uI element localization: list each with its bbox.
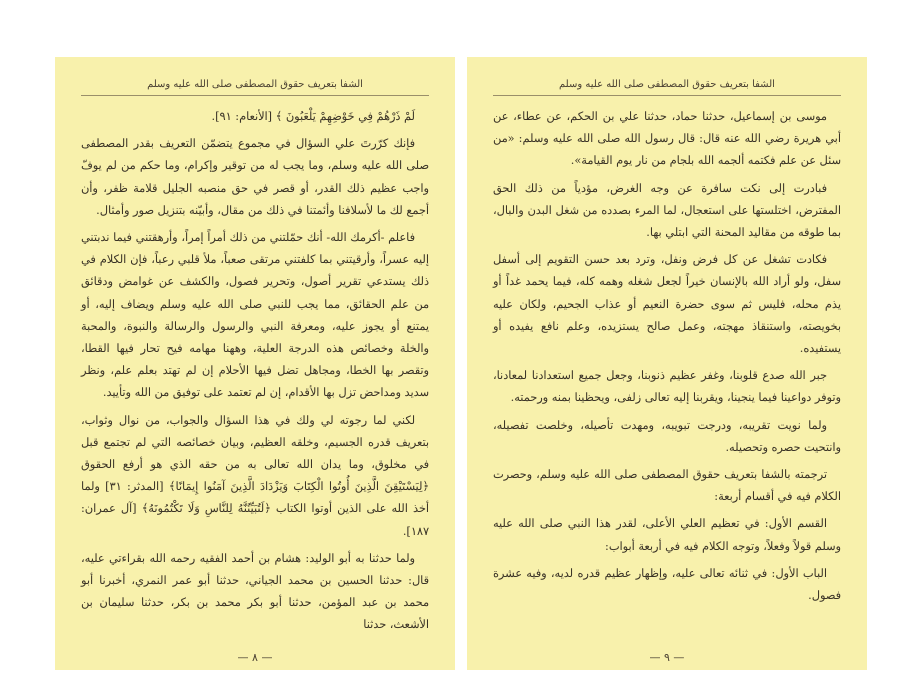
- right-page-header: الشفا بتعريف حقوق المصطفى صلى الله عليه وسلم: [493, 79, 841, 96]
- left-paragraph-3: فاعلم -أكرمك الله- أنك حمّلتني من ذلك أمراً إمراً، وأرهقتني فيما ندبتني إليه عسراً، وأرقيتني بما كلفتني مرتقى صعباً، ملأ قلبي رعباً، فإن الكلام في ذلك يستدعي تقرير أصول، وتحرير فصول، والكشف عن غوامض ودقائق من علم الحقائق، مما يجب للنبي صلى الله عليه وسلم ويضاف إليه، أو يمتنع أو يجوز عليه، ومعرفة النبي والرسول والرسالة والنبوة، والمحبة والخلة وخصائص هذه الدرجة العلية، وههنا مهامه فيح تحار فيها القطا، وتقصر بها الخطا، ومجاهل تضل فيها الأحلام إن لم تهتد بعلم علم، ونظر سديد ومداحض تزل بها الأقدام، إن لم تعتمد على توفيق من الله وتأييد.: [81, 231, 430, 400]
- right-page: [467, 57, 867, 670]
- book-spread: [55, 57, 867, 670]
- left-page-header: الشفا بتعريف حقوق المصطفى صلى الله عليه وسلم: [81, 79, 429, 96]
- right-paragraph-3: فكادت تشغل عن كل فرض ونفل، وترد بعد حسن التقويم إلى أسفل سفل، ولو أراد الله بالإنسان خيراً لجعل شغله وهمه كله، فيما يحمد غداً أو يذم محله، فليس ثم سوى حضرة النعيم أو عذاب الجحيم، ولكان عليه بخويصته، واستنقاذ مهجته، وعمل صالح يستزيده، وعلم نافع يفيده أو يستفيده.: [492, 253, 841, 356]
- right-paragraph-8: الباب الأول: في ثنائه تعالى عليه، وإظهار عظيم قدره لديه، وفيه عشرة فصول.: [492, 566, 841, 603]
- left-paragraph-4: لكني لما رجوته لي ولك في هذا السؤال والجواب، من نوال وثواب، بتعريف قدره الجسيم، وخلقه العظيم، وبيان خصائصه التي لم تجتمع قبل في مخلوق، وما يدان الله تعالى به من حقه الذي هو أرفع الحقوق ﴿لِيَسْتَيْقِنَ الَّذِينَ أُوتُوا الْكِتَابَ وَيَزْدَادَ الَّذِينَ آمَنُوا إِيمَانًا﴾ [المدثر: ٣١] ولما أخذ الله على الذين أوتوا الكتاب ﴿لَتُبَيِّنُنَّهُ لِلنَّاسِ وَلَا تَكْتُمُونَهُ﴾ [آل عمران: ١٨٧].: [81, 413, 430, 538]
- left-page: [55, 57, 455, 670]
- page-gutter: [459, 57, 463, 670]
- left-paragraph-1: لَمْ ذَرْهُمْ فِي خَوْضِهِمْ يَلْعَبُونَ ﴾ [الأنعام: ٩١].: [211, 110, 416, 123]
- right-paragraph-2: فبادرت إلى نكت سافرة عن وجه الغرض، مؤدياً من ذلك الحق المفترض، اختلستها على استعجال، لما المرء بصدده من شغل البدن والبال، بما طوقه من مقاليد المحنة التي ابتلي بها.: [492, 181, 841, 240]
- left-paragraph-2: فإنك كرّرتَ علي السؤال في مجموع يتضمّن التعريف بقدر المصطفى صلى الله عليه وسلم، وما يجب له من توقير وإكرام، وما حكم من لم يوفّ واجب عظيم ذلك القدر، أو قصر في حق منصبه الجليل قلامة ظفر، وأن أجمع لك ما لأسلافنا وأئمتنا في ذلك من مقال، وأبيّنه بتنزيل صور وأمثال.: [81, 137, 430, 217]
- right-paragraph-5: ولما نويت تقريبه، ودرجت تبويبه، ومهدت تأصيله، وخلصت تفصيله، وانتحيت حصره وتحصيله.: [492, 418, 841, 454]
- right-paragraph-6: ترجمته بالشفا بتعريف حقوق المصطفى صلى الله عليه وسلم، وحصرت الكلام فيه في أقسام أربعة:: [492, 468, 841, 504]
- left-page-number: — ٨ —: [237, 651, 273, 664]
- right-paragraph-7: القسم الأول: في تعظيم العلي الأعلى، لقدر هذا النبي صلى الله عليه وسلم قولاً وفعلاً، وتوجه الكلام فيه في أربعة أبواب:: [492, 517, 841, 553]
- left-paragraph-5: ولما حدثنا به أبو الوليد: هشام بن أحمد الفقيه رحمه الله بقراءتي عليه، قال: حدثنا الحسين بن محمد الجياني، حدثنا أبو عمر النمري، أخبرنا أبو محمد بن عبد المؤمن، حدثنا أبو بكر محمد بن بكر، حدثنا سليمان بن الأشعث، حدثنا: [81, 551, 430, 632]
- right-paragraph-1: موسى بن إسماعيل، حدثنا حماد، حدثنا علي بن الحكم، عن عطاء، عن أبي هريرة رضي الله عنه قال: قال رسول الله صلى الله عليه وسلم: «من سئل عن علم فكتمه ألجمه الله بلجام من نار يوم القيامة».: [492, 110, 841, 168]
- right-page-number: — ٩ —: [649, 651, 685, 664]
- right-paragraph-4: جبر الله صدع قلوبنا، وغفر عظيم ذنوبنا، وجعل جميع استعدادنا لمعادنا، وتوفر دواعينا فيما ينجينا، ويقربنا إليه تعالى زلفى، ويحظينا بمنه ورحمته.: [492, 369, 841, 405]
